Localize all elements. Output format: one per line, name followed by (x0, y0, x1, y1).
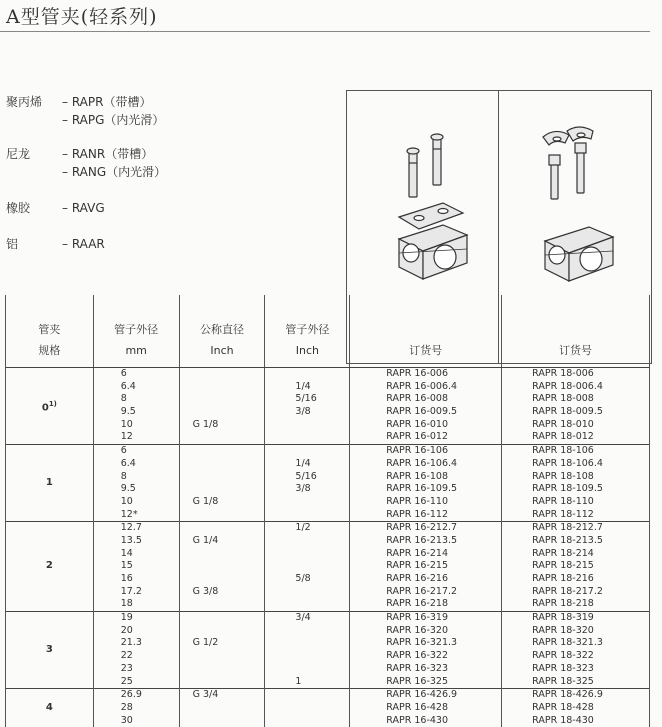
tube-od-mm: 17.2 (120, 585, 142, 597)
order-number-16: RAPR 16-212.7 (386, 522, 458, 534)
tube-od-inch (295, 509, 349, 522)
thread-size (193, 393, 265, 406)
material-code: – RAVG (62, 201, 105, 215)
tube-od-mm-cell (93, 368, 179, 445)
tube-od-mm: 6 (120, 368, 127, 379)
tube-od-inch: 1/4 (295, 380, 311, 392)
header-order-18: 订货号 (502, 295, 650, 368)
order-number-16: RAPR 16-321.3 (386, 637, 458, 649)
tube-od-mm: 12* (120, 508, 138, 520)
thread-size-cell (179, 368, 265, 445)
material-name: 铝 (6, 237, 19, 251)
thread-size (193, 573, 265, 586)
header-size: 管夹 规格 (6, 295, 94, 368)
material-list (6, 93, 336, 263)
thread-size: G 1/8 (192, 418, 219, 430)
tube-od-inch-cell (265, 689, 350, 727)
tube-od-mm-cell (93, 612, 179, 689)
tube-od-inch-cell (265, 445, 350, 522)
clamp-size: 2 (6, 522, 94, 612)
tube-od-mm: 9.5 (120, 483, 136, 495)
tube-od-inch: 3/8 (295, 483, 311, 495)
tube-od-mm: 14 (120, 547, 133, 559)
order-number-18: RAPR 18-218 (532, 598, 594, 610)
thread-size (193, 715, 265, 727)
tube-od-inch (295, 368, 349, 381)
tube-od-mm: 10 (120, 495, 133, 507)
thread-size (193, 431, 265, 444)
tube-od-mm: 6.4 (120, 380, 136, 392)
clamp-assembly-image (347, 91, 499, 291)
clamp-assembly-image (499, 91, 651, 291)
thread-size (193, 676, 265, 689)
thread-size (193, 598, 265, 611)
tube-od-inch: 5/16 (295, 393, 317, 405)
order-number-18: RAPR 18-215 (532, 560, 594, 572)
order-number-16: RAPR 16-320 (386, 624, 449, 636)
order-number-18: RAPR 18-109.5 (532, 483, 603, 495)
order-number-16-cell (350, 445, 502, 522)
tube-od-mm: 19 (120, 612, 133, 624)
order-number-18: RAPR 18-321.3 (532, 637, 603, 649)
tube-od-inch-cell (265, 368, 350, 445)
title-divider (0, 31, 650, 32)
thread-size-cell (179, 612, 265, 689)
order-number-16: RAPR 16-428 (386, 701, 449, 713)
tube-od-inch: 3/4 (295, 612, 311, 624)
clamp-size: 0$^{1)}$ (6, 368, 94, 445)
tube-od-mm: 20 (120, 624, 133, 636)
order-number-18: RAPR 18-006.4 (532, 380, 603, 392)
order-number-18: RAPR 18-012 (532, 431, 594, 443)
tube-od-inch-cell (265, 522, 350, 612)
header-od-inch: 管子外径 Inch (265, 295, 350, 368)
clamp-size: 3 (6, 612, 94, 689)
tube-od-inch (295, 445, 349, 458)
thread-size (193, 381, 265, 394)
tube-od-mm: 26.9 (120, 689, 142, 701)
order-number-16: RAPR 16-109.5 (386, 483, 458, 495)
material-name: 尼龙 (6, 147, 31, 161)
order-number-16: RAPR 16-009.5 (386, 406, 458, 418)
tube-od-inch (295, 625, 349, 638)
order-number-16-cell (350, 368, 502, 445)
order-number-18: RAPR 18-008 (532, 393, 594, 405)
table-header-row (6, 295, 650, 368)
tube-od-mm: 25 (120, 675, 133, 687)
order-number-16: RAPR 16-006 (386, 368, 449, 379)
order-number-16: RAPR 16-008 (386, 393, 449, 405)
tube-od-mm: 9.5 (120, 406, 136, 418)
order-number-18: RAPR 18-325 (532, 675, 594, 687)
material-code: – RAPR（带槽） (62, 95, 152, 109)
order-number-18-cell (502, 522, 650, 612)
order-number-16: RAPR 16-426.9 (386, 689, 458, 701)
order-number-18: RAPR 18-322 (532, 650, 594, 662)
thread-size: G 1/4 (192, 534, 219, 546)
table-row (6, 445, 650, 522)
tube-od-inch (295, 548, 349, 561)
thread-size (193, 612, 265, 625)
thread-size (193, 368, 265, 381)
thread-size (193, 509, 265, 522)
table-row (6, 368, 650, 445)
order-number-18: RAPR 18-106 (532, 445, 594, 457)
order-number-16: RAPR 16-106 (386, 445, 449, 457)
thread-size (193, 663, 265, 676)
tube-od-inch (295, 702, 349, 715)
order-number-16-cell (350, 612, 502, 689)
order-number-16: RAPR 16-006.4 (386, 380, 458, 392)
tube-od-mm-cell (93, 445, 179, 522)
order-number-18: RAPR 18-430 (532, 714, 594, 726)
header-order-16: 订货号 (350, 295, 502, 368)
tube-od-mm-cell (93, 689, 179, 727)
thread-size (193, 650, 265, 663)
header-od-mm: 管子外径 mm (93, 295, 179, 368)
thread-size-cell (179, 689, 265, 727)
tube-od-inch: 1/4 (295, 457, 311, 469)
thread-size (193, 471, 265, 484)
tube-od-mm: 12 (120, 431, 133, 443)
order-number-18: RAPR 18-320 (532, 624, 594, 636)
material-name: 橡胶 (6, 201, 31, 215)
order-number-18: RAPR 18-108 (532, 470, 594, 482)
thread-size (193, 483, 265, 496)
tube-od-mm: 6.4 (120, 457, 136, 469)
order-number-18: RAPR 18-428 (532, 701, 594, 713)
thread-size: G 1/8 (192, 495, 219, 507)
tube-od-inch: 3/8 (295, 406, 311, 418)
thread-size: G 3/8 (192, 585, 219, 597)
order-number-18: RAPR 18-006 (532, 368, 594, 379)
thread-size (193, 560, 265, 573)
order-number-16: RAPR 16-106.4 (386, 457, 458, 469)
thread-size (193, 625, 265, 638)
clamp-size: 1 (6, 445, 94, 522)
order-number-16: RAPR 16-010 (386, 418, 449, 430)
thread-size: G 3/4 (192, 689, 219, 701)
header-thread: 公称直径 Inch (179, 295, 265, 368)
tube-od-inch: 1/2 (295, 522, 311, 534)
tube-od-inch: 5/16 (295, 470, 317, 482)
tube-od-inch (295, 431, 349, 444)
tube-od-inch (295, 598, 349, 611)
table-row (6, 612, 650, 689)
order-number-18-cell (502, 612, 650, 689)
thread-size-cell (179, 445, 265, 522)
tube-od-mm: 10 (120, 418, 133, 430)
material-name: 聚丙烯 (6, 95, 43, 109)
tube-od-mm: 28 (120, 701, 133, 713)
order-number-16: RAPR 16-325 (386, 675, 449, 687)
order-number-16: RAPR 16-216 (386, 573, 449, 584)
order-number-18: RAPR 18-216 (532, 573, 594, 584)
order-number-18: RAPR 18-323 (532, 662, 594, 674)
tube-od-mm: 12.7 (120, 522, 142, 534)
tube-od-mm: 8 (120, 393, 127, 405)
table-row (6, 522, 650, 612)
thread-size (193, 548, 265, 561)
order-number-16: RAPR 16-218 (386, 598, 449, 610)
tube-od-mm: 16 (120, 573, 133, 584)
tube-od-inch-cell (265, 612, 350, 689)
order-number-18: RAPR 18-217.2 (532, 585, 603, 597)
thread-size-cell (179, 522, 265, 612)
page-title: A型管夹(轻系列) (6, 6, 158, 28)
order-number-18: RAPR 18-426.9 (532, 689, 603, 701)
material-code: – RAPG（内光滑） (62, 113, 165, 127)
order-number-16-cell (350, 522, 502, 612)
order-number-18: RAPR 18-110 (532, 495, 594, 507)
order-number-18: RAPR 18-212.7 (532, 522, 603, 534)
order-number-16: RAPR 16-214 (386, 547, 449, 559)
tube-od-inch (295, 560, 349, 573)
order-number-18: RAPR 18-319 (532, 612, 594, 624)
order-number-18: RAPR 18-010 (532, 418, 594, 430)
order-number-16-cell (350, 689, 502, 727)
thread-size: G 1/2 (192, 637, 219, 649)
spec-table (5, 295, 650, 727)
order-number-18: RAPR 18-213.5 (532, 534, 603, 546)
tube-od-mm: 15 (120, 560, 133, 572)
order-number-18: RAPR 18-214 (532, 547, 594, 559)
order-number-18-cell (502, 689, 650, 727)
tube-od-inch (295, 586, 349, 599)
order-number-16: RAPR 16-012 (386, 431, 449, 443)
order-number-16: RAPR 16-323 (386, 662, 449, 674)
order-number-16: RAPR 16-112 (386, 508, 449, 520)
tube-od-inch (295, 689, 349, 702)
tube-od-inch (295, 419, 349, 432)
order-number-18: RAPR 18-009.5 (532, 406, 603, 418)
tube-od-mm: 23 (120, 662, 133, 674)
order-number-16: RAPR 16-108 (386, 470, 449, 482)
tube-od-mm-cell (93, 522, 179, 612)
thread-size (193, 406, 265, 419)
material-code: – RANR（带槽） (62, 147, 154, 161)
thread-size (193, 458, 265, 471)
material-code: – RANG（内光滑） (62, 165, 167, 179)
tube-od-mm: 21.3 (120, 637, 142, 649)
tube-od-inch (295, 715, 349, 727)
order-number-16: RAPR 16-217.2 (386, 585, 458, 597)
thread-size (193, 522, 265, 535)
tube-od-mm: 22 (120, 650, 133, 662)
order-number-16: RAPR 16-213.5 (386, 534, 458, 546)
tube-od-mm: 13.5 (120, 534, 142, 546)
tube-od-inch (295, 496, 349, 509)
order-number-18: RAPR 18-106.4 (532, 457, 603, 469)
material-code: – RAAR (62, 237, 105, 251)
order-number-16: RAPR 16-322 (386, 650, 449, 662)
thread-size (193, 702, 265, 715)
tube-od-inch: 1 (295, 675, 302, 687)
clamp-size: 4 (6, 689, 94, 727)
table-row (6, 689, 650, 727)
tube-od-inch (295, 535, 349, 548)
order-number-16: RAPR 16-430 (386, 714, 449, 726)
thread-size (193, 445, 265, 458)
order-number-18-cell (502, 368, 650, 445)
tube-od-inch (295, 637, 349, 650)
tube-od-mm: 6 (120, 445, 127, 457)
tube-od-inch (295, 663, 349, 676)
order-number-16: RAPR 16-110 (386, 495, 449, 507)
tube-od-mm: 8 (120, 470, 127, 482)
order-number-16: RAPR 16-215 (386, 560, 449, 572)
order-number-18-cell (502, 445, 650, 522)
order-number-18: RAPR 18-112 (532, 508, 594, 520)
order-number-16: RAPR 16-319 (386, 612, 449, 624)
tube-od-inch (295, 650, 349, 663)
tube-od-mm: 18 (120, 598, 133, 610)
tube-od-mm: 30 (120, 714, 133, 726)
tube-od-inch: 5/8 (295, 573, 311, 584)
